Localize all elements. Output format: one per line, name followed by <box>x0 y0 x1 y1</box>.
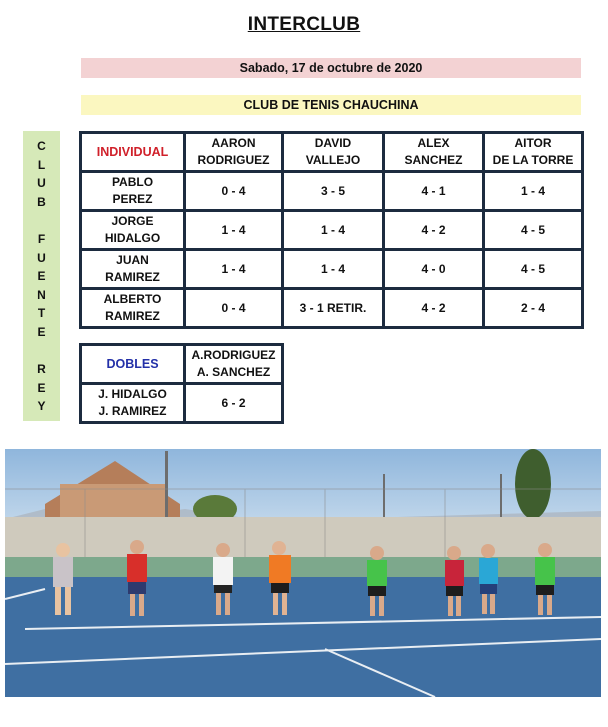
opponent-first-name: ALEX <box>417 136 450 150</box>
score-cell: 1 - 4 <box>185 250 283 289</box>
player-cell <box>81 211 185 250</box>
club-letter: B <box>37 194 46 209</box>
opponent-header <box>484 133 583 172</box>
opponent-header <box>384 133 484 172</box>
team-photo <box>5 449 601 697</box>
doubles-label: DOBLES <box>106 356 159 371</box>
score-cell: 1 - 4 <box>283 211 384 250</box>
score-cell: 4 - 2 <box>384 289 484 328</box>
opponent-last-name: RODRIGUEZ <box>197 153 270 167</box>
doubles-header-cell <box>81 345 185 384</box>
opponent-header <box>283 133 384 172</box>
table-row <box>81 289 583 328</box>
player-last-name: RAMIREZ <box>105 309 160 323</box>
club-letter: E <box>37 269 46 284</box>
club-letter: L <box>37 157 46 172</box>
table-row <box>81 384 283 423</box>
score-cell: 1 - 4 <box>484 172 583 211</box>
opponent-last-name: SANCHEZ <box>404 153 463 167</box>
player-cell <box>81 289 185 328</box>
doubles-opponent-header <box>185 345 283 384</box>
score-cell: 4 - 5 <box>484 211 583 250</box>
club-letter: U <box>37 250 46 265</box>
individual-results-table <box>79 131 584 329</box>
individual-label: INDIVIDUAL <box>96 144 169 159</box>
club-letter: N <box>37 287 46 302</box>
date-banner: Sabado, 17 de octubre de 2020 <box>81 58 581 78</box>
club-letter: U <box>37 176 46 191</box>
page-title: INTERCLUB <box>247 14 361 35</box>
score-cell: 2 - 4 <box>484 289 583 328</box>
score-cell: 3 - 5 <box>283 172 384 211</box>
club-letter: E <box>37 380 46 395</box>
doubles-player-1: J. HIDALGO <box>98 387 167 401</box>
opponent-first-name: AARON <box>211 136 256 150</box>
score-cell: 1 - 4 <box>283 250 384 289</box>
opponent-first-name: AITOR <box>514 136 552 150</box>
player-first-name: JORGE <box>111 214 154 228</box>
player-cell <box>81 172 185 211</box>
player-last-name: PEREZ <box>112 192 153 206</box>
player-last-name: HIDALGO <box>104 231 161 245</box>
doubles-score-cell: 6 - 2 <box>185 384 283 423</box>
score-cell: 4 - 2 <box>384 211 484 250</box>
player-first-name: ALBERTO <box>103 292 162 306</box>
score-cell: 4 - 0 <box>384 250 484 289</box>
club-letter: C <box>37 139 46 153</box>
player-cell <box>81 250 185 289</box>
opponent-first-name: DAVID <box>314 136 352 150</box>
opponent-header <box>185 133 283 172</box>
club-letter: F <box>37 231 46 246</box>
score-cell: 1 - 4 <box>185 211 283 250</box>
score-cell: 4 - 1 <box>384 172 484 211</box>
table-row <box>81 250 583 289</box>
doubles-results-table <box>79 343 284 424</box>
player-last-name: RAMIREZ <box>105 270 160 284</box>
individual-header-cell <box>81 133 185 172</box>
club-letter: R <box>37 362 46 377</box>
opponent-last-name: VALLEJO <box>305 153 361 167</box>
score-cell: 3 - 1 RETIR. <box>283 289 384 328</box>
doubles-player-2: J. RAMIREZ <box>98 404 167 418</box>
venue-banner: CLUB DE TENIS CHAUCHINA <box>81 95 581 115</box>
score-cell: 4 - 5 <box>484 250 583 289</box>
doubles-opponent-2: A. SANCHEZ <box>196 365 271 379</box>
player-first-name: PABLO <box>111 175 154 189</box>
club-letter: E <box>37 324 46 339</box>
table-row <box>81 211 583 250</box>
doubles-pair-cell <box>81 384 185 423</box>
club-name-column <box>23 131 60 421</box>
club-letter: T <box>37 306 46 321</box>
table-row <box>81 172 583 211</box>
score-cell: 0 - 4 <box>185 289 283 328</box>
score-cell: 0 - 4 <box>185 172 283 211</box>
opponent-last-name: DE LA TORRE <box>492 153 574 167</box>
club-letter: Y <box>37 399 46 414</box>
player-first-name: JUAN <box>116 253 149 267</box>
doubles-opponent-1: A.RODRIGUEZ <box>191 348 276 362</box>
